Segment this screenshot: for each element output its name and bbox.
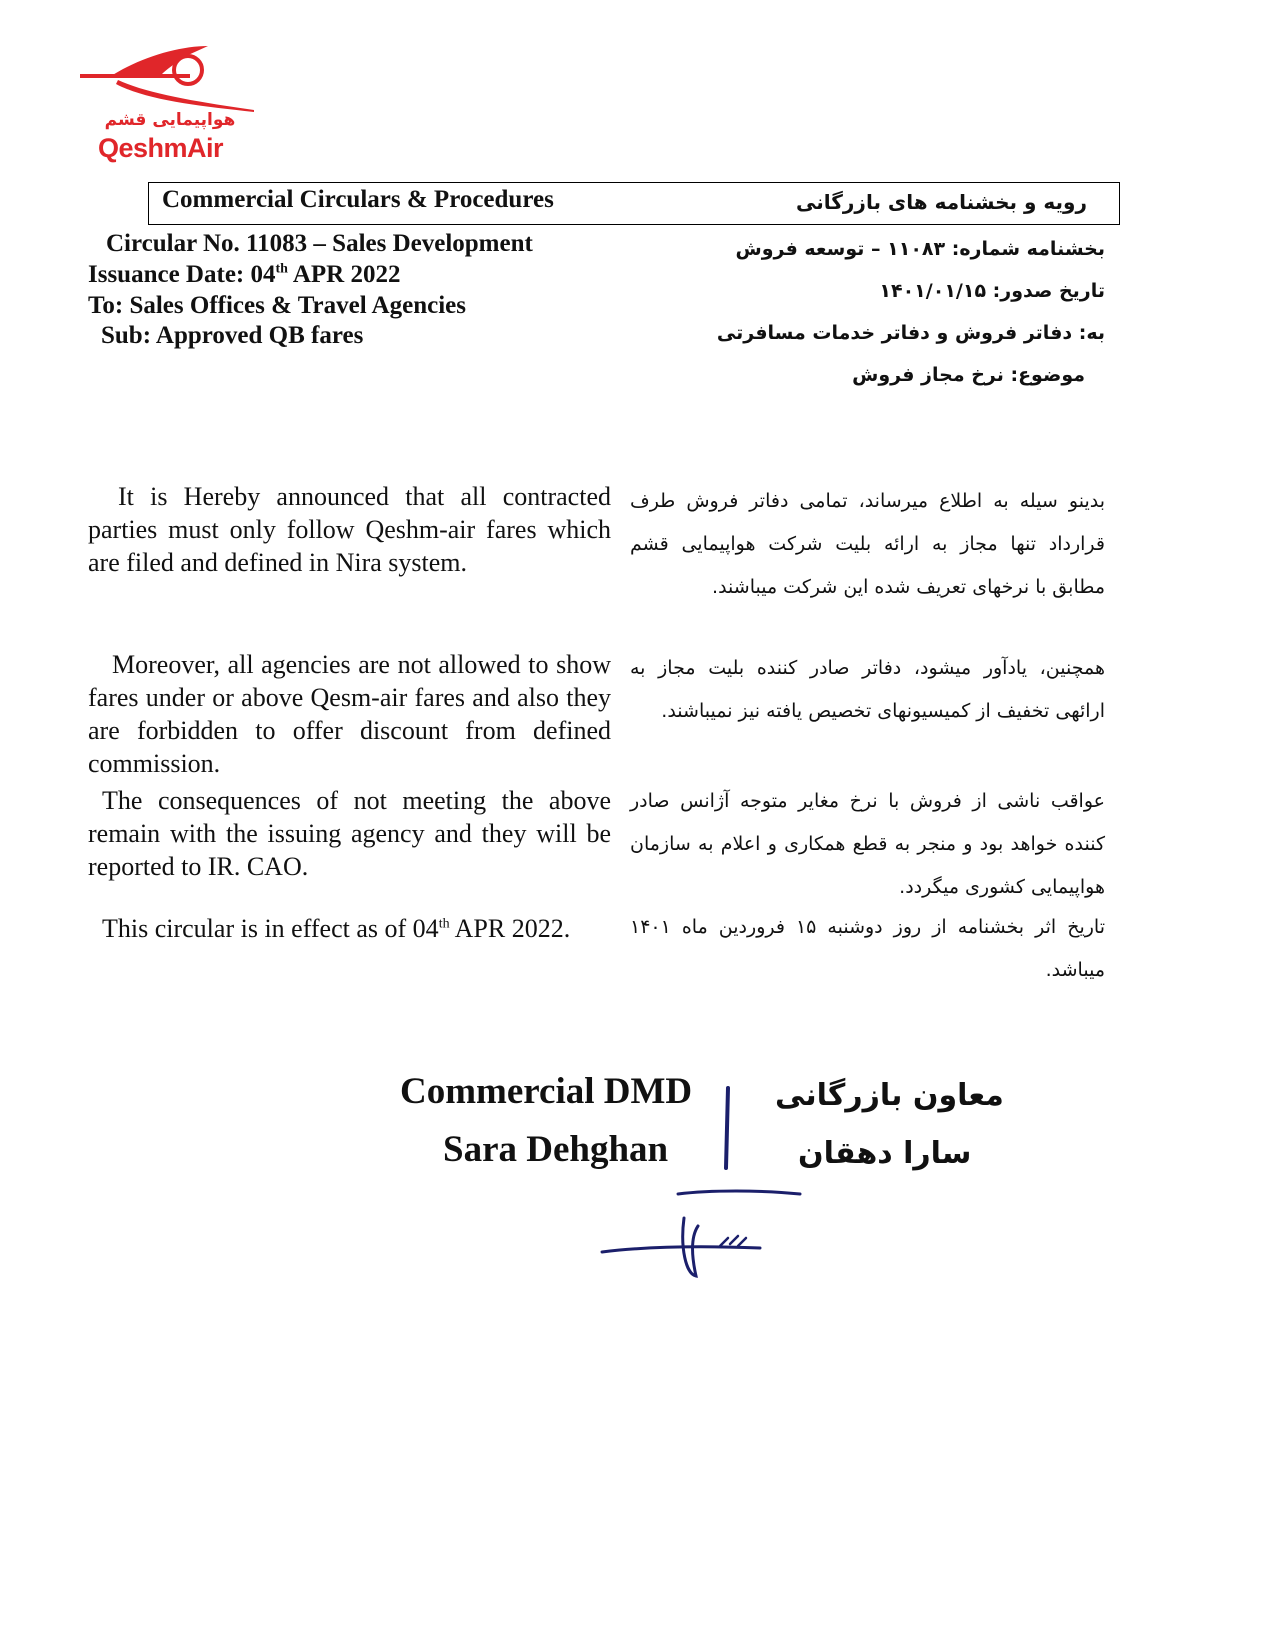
signatory-name-persian: سارا دهقان: [798, 1136, 972, 1171]
recipients: To: Sales Offices & Travel Agencies: [88, 292, 466, 319]
signatory-name-english: Sara Dehghan: [443, 1129, 669, 1170]
body-paragraph-english-2: Moreover, all agencies are not allowed to show fares under or above Qesm-air fares and also they are forbidden to offer discount from defined commission.: [88, 650, 611, 778]
signatory-title-english: Commercial DMD: [400, 1071, 693, 1112]
effective-date-prefix: This circular is in effect as of 04: [102, 914, 439, 943]
effective-date-ordinal: th: [438, 916, 450, 932]
issuance-date-suffix: APR 2022: [287, 261, 401, 288]
subject: Sub: Approved QB fares: [101, 322, 364, 349]
header-title-english: Commercial Circulars & Procedures: [162, 186, 554, 213]
logo-english-text: QeshmAir: [98, 133, 224, 163]
issuance-date-ordinal: th: [275, 261, 288, 277]
body-paragraph-english-1: It is Hereby announced that all contracted parties must only follow Qeshm-air fares which are filed and defined in Nira system.: [88, 482, 611, 577]
body-paragraph-persian-1: بدینو سیله به اطلاع میرساند، تمامی دفاتر فروش طرف قرارداد تنها مجاز به ارائه بلیت شرکت هواپیمایی قشم مطابق با نرخهای تعریف شده این شرکت میباشند.: [630, 490, 1105, 598]
effective-date-suffix: APR 2022.: [449, 914, 571, 943]
logo-persian-text: هواپیمایی قشم: [104, 110, 236, 130]
header-title-persian: رویه و بخشنامه های بازرگانی: [796, 190, 1087, 214]
issuance-date-prefix: Issuance Date: 04: [88, 261, 276, 288]
issuance-date-persian: تاریخ صدور: ۱۴۰۱/۰۱/۱۵: [879, 280, 1105, 302]
body-paragraph-persian-3: عواقب ناشی از فروش با نرخ مغایر متوجه آژانس صادر کننده خواهد بود و منجر به قطع همکاری و اعلام به سازمان هواپیمایی کشوری میگردد.: [630, 790, 1105, 898]
recipients-persian: به: دفاتر فروش و دفاتر خدمات مسافرتی: [716, 322, 1105, 344]
circular-number: Circular No. 11083 – Sales Development: [106, 230, 533, 257]
body-paragraph-persian-2: همچنین، یادآور میشود، دفاتر صادر کننده بلیت مجاز به ارائهی تخفیف از کمیسیونهای تخصیص یافته نیز نمیباشند.: [630, 657, 1105, 722]
circular-number-persian: بخشنامه شماره: ۱۱۰۸۳ – توسعه فروش: [735, 238, 1105, 260]
subject-persian: موضوع: نرخ مجاز فروش: [852, 364, 1085, 386]
body-paragraph-english-4: [88, 912, 611, 945]
signatory-title-persian: معاون بازرگانی: [775, 1078, 1004, 1113]
issuance-date: [88, 261, 400, 289]
body-paragraph-persian-4: تاریخ اثر بخشنامه از روز دوشنبه ۱۵ فروردین ماه ۱۴۰۱ میباشد.: [630, 916, 1105, 981]
body-paragraph-english-3: The consequences of not meeting the above remain with the issuing agency and they will be reported to IR. CAO.: [88, 786, 611, 881]
